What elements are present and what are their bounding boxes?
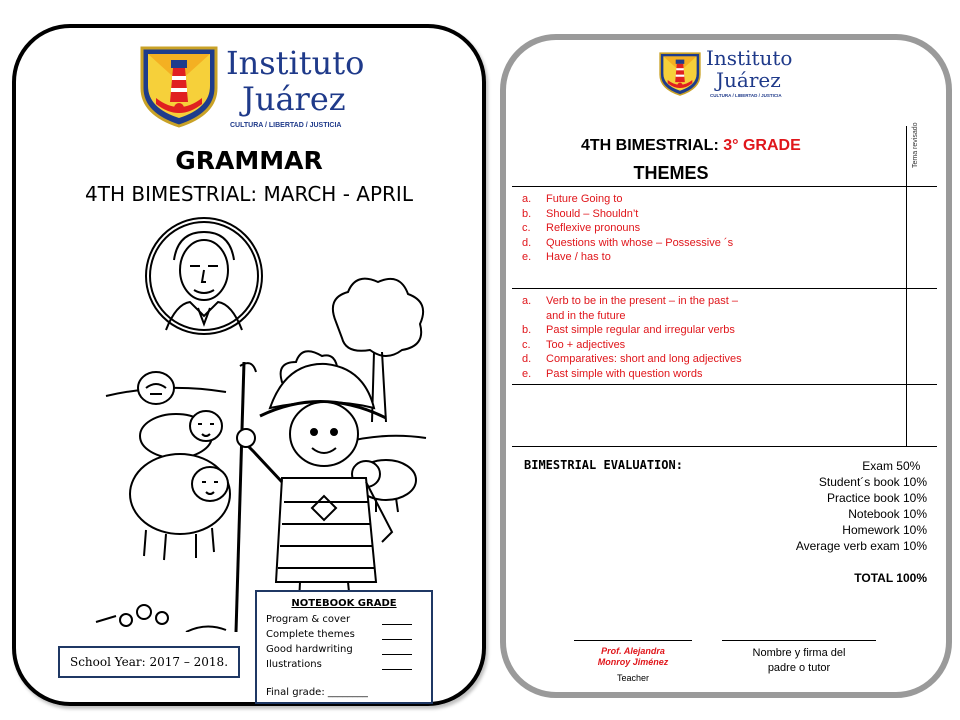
table-row-divider [512, 446, 937, 447]
evaluation-item: Average verb exam 10% [795, 539, 927, 553]
instituto-juarez-logo [138, 42, 368, 134]
grade-blank-line [382, 639, 412, 640]
evaluation-item: Homework 10% [842, 523, 927, 537]
title-bimestrial: 4TH BIMESTRIAL: [581, 137, 724, 154]
lighthouse-shield-icon [138, 42, 220, 128]
list-item: b. Should – Shouldn’t [522, 207, 639, 220]
list-item: c. Too + adjectives [522, 338, 626, 351]
parent-signature-label: Nombre y firma del padre o tutor [752, 647, 846, 674]
notebook-grade-box [255, 590, 433, 704]
grade-blank-line [382, 624, 412, 625]
evaluation-title: BIMESTRIAL EVALUATION: [524, 458, 683, 472]
notebook-grade-title: NOTEBOOK GRADE [291, 598, 397, 609]
school-year-box [58, 646, 240, 678]
school-year-text: School Year: 2017 – 2018. [69, 655, 229, 669]
evaluation-breakdown [796, 458, 927, 586]
logo-name-line1: Instituto [706, 46, 793, 70]
grade-blank-line [382, 654, 412, 655]
evaluation-item: Student´s book 10% [818, 475, 927, 489]
table-column-divider [906, 126, 907, 446]
table-row-divider [512, 384, 937, 385]
evaluation-item: Notebook 10% [848, 507, 927, 521]
parent-signature-line [722, 640, 876, 641]
evaluation-item: Practice book 10% [826, 491, 927, 505]
page-subtitle: 4TH BIMESTRIAL: MARCH - APRIL [85, 182, 413, 206]
table-row-divider [512, 288, 937, 289]
table-row-divider [512, 186, 937, 187]
notebook-grade-row: Good hardwriting [266, 644, 353, 655]
evaluation-item: Exam 50% [862, 459, 927, 473]
grammar-cover-card [12, 24, 486, 706]
list-item: d. Questions with whose – Possessive ´s [522, 236, 734, 249]
portrait-and-shepherd-illustration [86, 212, 466, 632]
logo-name-line2: Juárez [242, 80, 346, 118]
notebook-grade-row: Program & cover [266, 614, 351, 625]
notebook-grade-row: Complete themes [266, 629, 355, 640]
final-grade: Final grade: ________ [266, 687, 368, 698]
evaluation-total: TOTAL 100% [854, 571, 927, 585]
themes-subtitle: THEMES [633, 163, 709, 183]
themes-section-1 [522, 192, 733, 265]
title-grade: 3° GRADE [723, 137, 801, 154]
themes-evaluation-card [500, 34, 952, 698]
logo-tagline: CULTURA / LIBERTAD / JUSTICIA [710, 93, 782, 98]
themes-title [581, 137, 801, 155]
list-item: a. Verb to be in the present – in the past – [522, 295, 739, 307]
list-item: and in the future [546, 309, 626, 322]
grade-blank-line [382, 669, 412, 670]
list-item: e. Past simple with question words [522, 367, 703, 380]
list-item: e. Have / has to [522, 251, 611, 263]
teacher-signature-line [574, 640, 692, 641]
list-item: d. Comparatives: short and long adjectives [522, 353, 742, 365]
logo-name-line2: Juárez [716, 68, 781, 92]
page-title: GRAMMAR [175, 146, 323, 175]
instituto-juarez-logo [658, 44, 808, 104]
list-item: a. Future Going to [522, 193, 623, 205]
teacher-name: Prof. Alejandra Monroy Jiménez [597, 646, 669, 667]
list-item: c. Reflexive pronouns [522, 222, 641, 234]
themes-section-2 [522, 294, 742, 381]
teacher-role: Teacher [616, 673, 650, 683]
lighthouse-shield-icon [658, 44, 702, 102]
list-item: b. Past simple regular and irregular verbs [522, 324, 735, 336]
tema-revisado-column-label: Tema revisado [912, 122, 919, 168]
logo-tagline: CULTURA / LIBERTAD / JUSTICIA [230, 122, 342, 129]
notebook-grade-row: Ilustrations [266, 659, 322, 670]
logo-name-line1: Instituto [226, 44, 365, 82]
